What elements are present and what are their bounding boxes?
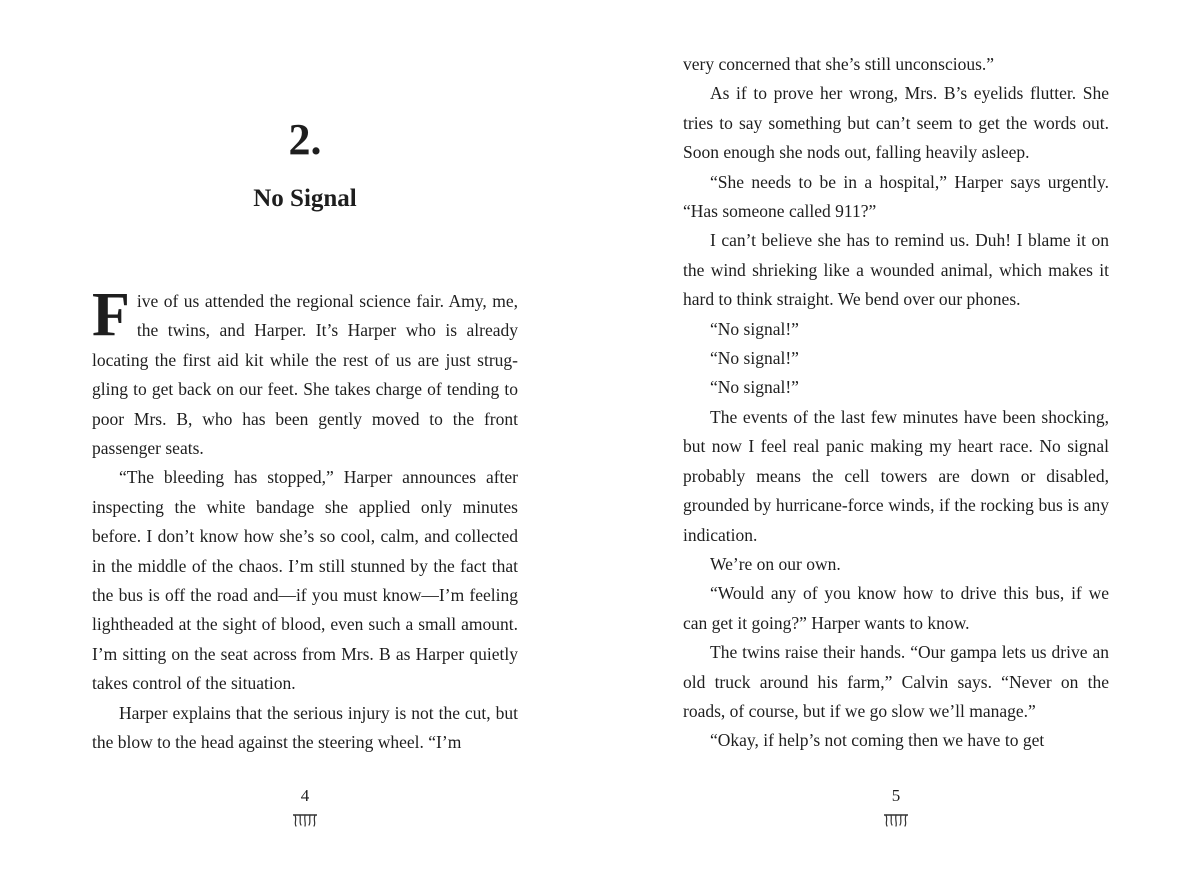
right-page bbox=[683, 0, 1109, 872]
chapter-number: 2. bbox=[288, 115, 322, 164]
paragraph: very concerned that she’s still unconscious.” bbox=[683, 54, 995, 74]
paragraph: “The bleeding has stopped,” Harper announces after inspecting the white bandage she applied only minutes before. I don’t know how she’s so cool, calm, and collected in the middle of the chaos. I’m still stunned by the fact that the bus is off the road and—if you must know—I’m feeling lightheaded at the sight of blood, even such a small amount. I’m sitting on the seat across from Mrs. B as Harper quietly takes control of the situation. bbox=[92, 467, 518, 694]
paragraph bbox=[92, 281, 518, 463]
paragraph: The twins raise their hands. “Our gampa lets us drive an old truck around his farm,” Calvin says. “Never on the roads, of course, but if we go slow we’ll manage.” bbox=[683, 642, 1109, 721]
page-number: 4 bbox=[300, 786, 310, 805]
page-number: 5 bbox=[891, 786, 901, 805]
right-page-text bbox=[683, 50, 1109, 756]
chapter-title: No Signal bbox=[253, 185, 357, 212]
drop-cap: F bbox=[92, 281, 130, 349]
ornament-icon bbox=[291, 812, 319, 828]
paragraph: “Okay, if help’s not coming then we have to get bbox=[710, 730, 1045, 751]
left-page bbox=[92, 0, 518, 872]
paragraph: We’re on our own. bbox=[710, 553, 841, 574]
paragraph: “No signal!” bbox=[710, 318, 799, 339]
paragraph: The events of the last few minutes have been shocking, but now I feel real panic making my heart race. No signal probably means the cell towers are down or disabled, grounded by hurricane-force winds, if the rocking bus is any indication. bbox=[683, 406, 1109, 545]
paragraph: “She needs to be in a hospital,” Harper says urgently. “Has someone called 911?” bbox=[683, 171, 1109, 222]
paragraph-text: ive of us attended the regional science fair. Amy, me, the twins, and Harper. It’s Harper who is already locating the first aid kit while the rest of us are just struggling to get back on our feet. She takes charge of tending to poor Mrs. B, who has been gently moved to the front passenger seats. bbox=[92, 291, 518, 459]
paragraph: Harper explains that the serious injury is not the cut, but the blow to the head against the steering wheel. “I’m bbox=[92, 702, 518, 753]
ornament-icon bbox=[882, 812, 910, 828]
left-page-text bbox=[92, 281, 518, 758]
paragraph: “No signal!” bbox=[710, 377, 799, 398]
paragraph: “Would any of you know how to drive this bus, if we can get it going?” Harper wants to know. bbox=[683, 583, 1109, 633]
paragraph: I can’t believe she has to remind us. Duh! I blame it on the wind shrieking like a wounded animal, which makes it hard to think straight. We bend over our phones. bbox=[683, 230, 1109, 310]
paragraph: “No signal!” bbox=[710, 348, 799, 369]
paragraph: As if to prove her wrong, Mrs. B’s eyelids flutter. She tries to say something but can’t seem to get the words out. Soon enough she nods out, falling heavily asleep. bbox=[683, 83, 1109, 163]
